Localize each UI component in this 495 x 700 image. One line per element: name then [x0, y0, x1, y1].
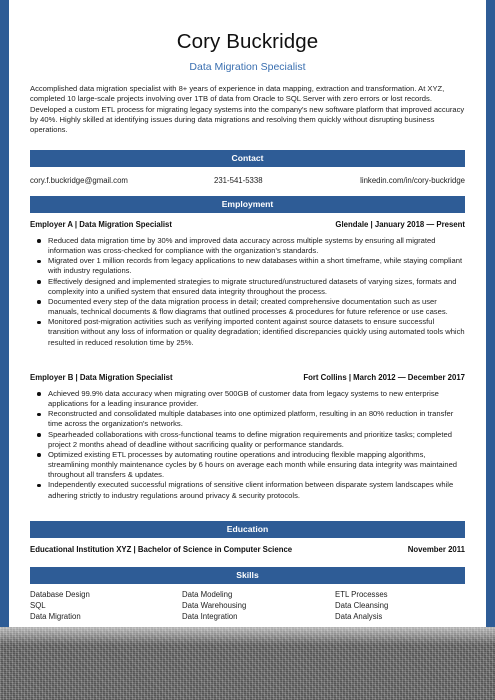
section-header-education: Education [30, 521, 465, 538]
skill-item: Data Integration [182, 611, 238, 621]
skill-item: Data Modeling [182, 590, 233, 599]
list-item: Reduced data migration time by 30% and improved data accuracy across multiple systems by ensuring all migrated information was cross-checked for compliance with the organization's standards. [48, 236, 465, 256]
list-item: Achieved 99.9% data accuracy when migrating over 500GB of customer data from legacy systems to new enterprise applications for a leading insurance provider. [48, 389, 465, 409]
contact-row [30, 176, 465, 187]
candidate-name: Cory Buckridge [176, 30, 319, 53]
list-item: Effectively designed and implemented strategies to migrate structured/unstructured datasets of varying sizes, formats and complexity into a unified system that ensured data integrity throughout the process. [48, 277, 465, 297]
summary-paragraph: Accomplished data migration specialist with 8+ years of experience in data mapping, extraction and transformation. At XYZ, completed 10 large-scale projects involving over 1TB of data from Oracle to SQL Server with zero errors or lost records. Developed a custom ETL process for migrating legacy systems into the company's new software platform that improved accuracy by 40%. Highly skilled at identifying issues during data migrations and resolving them quickly without disrupting business operations. [30, 84, 465, 135]
skill-item: ETL Processes [335, 590, 388, 599]
education-entry [30, 545, 465, 556]
skill-item: Data Cleansing [335, 600, 389, 610]
education-date: November 2011 [407, 545, 465, 554]
employment-role: Employer A | Data Migration Specialist [30, 220, 172, 229]
skills-column [335, 590, 388, 622]
list-item: Reconstructed and consolidated multiple databases into one optimized platform, resulting in an 80% reduction in transfer time across the organization's networks. [48, 409, 465, 429]
section-header-contact: Contact [30, 150, 465, 167]
section-header-employment: Employment [30, 196, 465, 213]
employment-bullets [30, 389, 465, 501]
education-degree: Educational Institution XYZ | Bachelor of Science in Computer Science [30, 545, 293, 554]
contact-linkedin[interactable]: linkedin.com/in/cory-buckridge [360, 176, 465, 185]
list-item: Migrated over 1 million records from legacy applications to new databases within a short timeframe, while staying compliant with industry regulations. [48, 256, 465, 276]
employment-location-date: Fort Collins | March 2012 — December 2017 [303, 373, 465, 382]
list-item: Optimized existing ETL processes by automating routine operations and introducing flexible mapping algorithms, streamlining monthly maintenance cycles by 6 hours on average each month while ensuring data integrity was maintained throughout all transfers & updates. [48, 450, 465, 480]
list-item: Spearheaded collaborations with cross-functional teams to define migration requirements and prioritize tasks; completed project 2 months ahead of deadline without sacrificing quality or performance standards. [48, 430, 465, 450]
redaction-noise-fade [0, 627, 495, 645]
candidate-title: Data Migration Specialist [189, 61, 306, 73]
contact-phone[interactable]: 231-541-5338 [214, 176, 263, 185]
skills-column [182, 590, 246, 622]
employment-entry-header [30, 373, 465, 384]
skill-item: Data Warehousing [182, 600, 247, 610]
skill-item: Data Migration [30, 611, 81, 621]
list-item: Independently executed successful migrations of sensitive client information between disparate system landscapes while adhering strictly to industry regulations around privacy & security protocols. [48, 480, 465, 500]
list-item: Monitored post-migration activities such as verifying imported content against source datasets to ensure successful transition without any loss of information or quality degradation; identified discrepancies quickly using automated tools which resulted in reduced resolution time by 25%. [48, 317, 465, 347]
contact-email[interactable]: cory.f.buckridge@gmail.com [30, 176, 128, 185]
employment-bullets [30, 236, 465, 348]
list-item: Documented every step of the data migration process in detail; created comprehensive documentation such as user manuals, technical documents & flow diagrams that outlined processes & procedures for future reference or use cases. [48, 297, 465, 317]
resume-page [9, 0, 486, 700]
skill-item: Data Analysis [335, 611, 383, 621]
skills-column [30, 590, 90, 622]
employment-role: Employer B | Data Migration Specialist [30, 373, 173, 382]
employment-entry-header [30, 220, 465, 231]
section-header-skills: Skills [30, 567, 465, 584]
employment-location-date: Glendale | January 2018 — Present [335, 220, 465, 229]
skill-item: SQL [30, 600, 46, 610]
skill-item: Database Design [30, 590, 90, 599]
